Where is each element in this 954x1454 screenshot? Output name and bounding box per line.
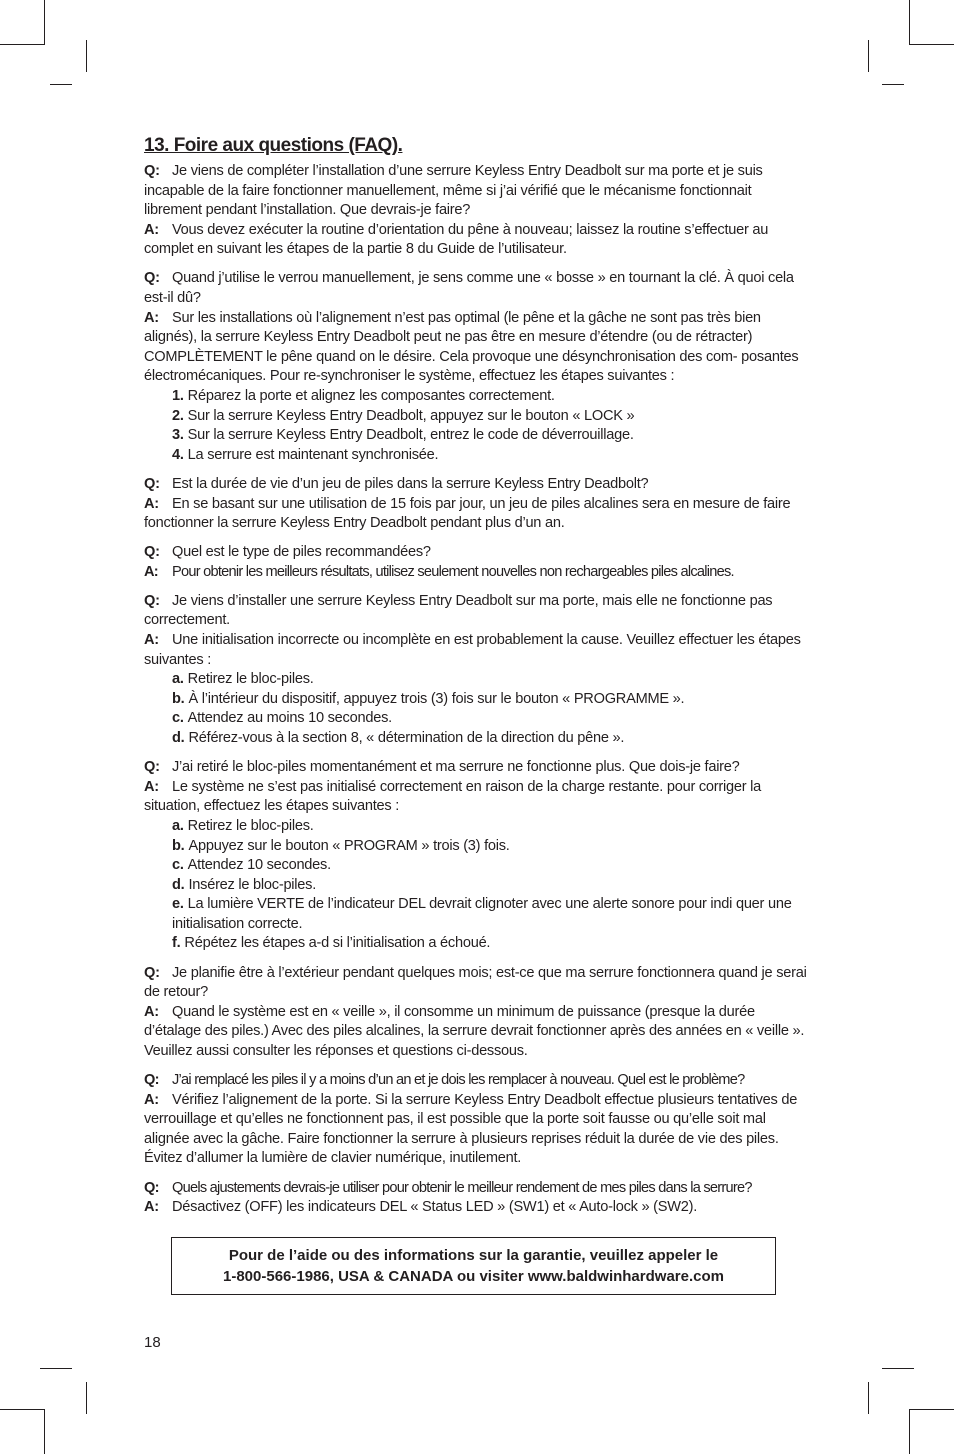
list-item (144, 895, 812, 934)
step-number: d. (172, 876, 185, 893)
step-text: Attendez au moins 10 secondes. (187, 710, 392, 727)
answer-text: Quand le système est en « veille », il consomme un minimum de puissance (presque la durée d’étalage des piles.) Avec des piles alcalines, la serrure devrait fonctionner après des années en « veille ». Veuillez aussi consulter les réponses et questions ci-dessous. (144, 1003, 805, 1059)
question-label: Q: (144, 475, 160, 492)
crop-mark (44, 0, 45, 45)
faq-item (144, 964, 812, 1062)
question-label: Q: (144, 592, 160, 609)
answer (144, 495, 812, 534)
question-text: Je viens de compléter l’installation d’une serrure Keyless Entry Deadbolt sur ma porte et je suis incapable de la faire fonctionner manuellement, même si j’ai vérifié que le mécanisme fonctionnait librement pendant l’installation. Que devrais-je faire? (144, 163, 763, 219)
question-label: Q: (144, 759, 160, 776)
step-number: f. (172, 935, 181, 952)
list-item (144, 729, 812, 749)
answer-label: A: (144, 1003, 159, 1020)
step-list (144, 817, 812, 954)
list-item (144, 426, 812, 446)
step-text: Réparez la porte et alignez les composantes correctement. (187, 388, 555, 405)
crop-mark (868, 40, 869, 72)
step-text: La serrure est maintenant synchronisée. (187, 446, 439, 463)
step-text: Attendez 10 secondes. (187, 857, 331, 874)
answer (144, 1091, 812, 1169)
faq-item (144, 162, 812, 260)
faq-item (144, 475, 812, 534)
step-number: 2. (172, 407, 184, 424)
list-item (144, 407, 812, 427)
crop-mark (882, 1368, 914, 1369)
faq-item (144, 758, 812, 954)
faq-section (144, 134, 812, 1227)
question (144, 1179, 812, 1199)
answer-text: Vérifiez l’alignement de la porte. Si la serrure Keyless Entry Deadbolt effectue plusieurs tentatives de verrouillage et qu’elles ne fonctionnent pas, il est possible que la porte soit fausse ou qu’elle soit mal alignée avec la gâche. Faire fonctionner la serrure à plusieurs reprises réduit la durée de vie des piles. Évitez d’allumer la lumière de clavier numérique, inutilement. (144, 1091, 798, 1167)
list-item (144, 670, 812, 690)
question-text: J’ai retiré le bloc-piles momentanément et ma serrure ne fonctionne plus. Que dois-je faire? (172, 759, 740, 776)
question (144, 964, 812, 1003)
step-text: Retirez le bloc-piles. (187, 671, 314, 688)
list-item (144, 817, 812, 837)
question-label: Q: (144, 270, 160, 287)
step-number: 3. (172, 427, 184, 444)
list-item (144, 837, 812, 857)
crop-mark (44, 1409, 45, 1454)
crop-mark (882, 84, 904, 85)
step-number: e. (172, 896, 184, 913)
section-title: 13. Foire aux questions (FAQ). (144, 135, 403, 156)
faq-item (144, 543, 812, 582)
answer-text: Sur les installations où l’alignement n’est pas optimal (le pêne et la gâche ne sont pas très bien alignés), la serrure Keyless Entry Deadbolt peut ne pas être en mesure d’étendre (ou de rétracter) COMPLÈTEMENT le pêne quand on le désire. Cela provoque une désynchronisation des com- posantes électromécaniques. Pour re-synchroniser le système, effectuez les étapes suivantes : (144, 309, 799, 385)
step-text: Référez-vous à la section 8, « détermination de la direction du pêne ». (188, 730, 625, 747)
answer (144, 563, 812, 583)
crop-mark (909, 1409, 954, 1410)
question (144, 543, 812, 563)
step-number: 4. (172, 446, 184, 463)
crop-mark (868, 1382, 869, 1414)
answer-text: Pour obtenir les meilleurs résultats, utilisez seulement nouvelles non rechargeables piles alcalines. (172, 563, 734, 580)
step-list (144, 670, 812, 748)
question-label: Q: (144, 1179, 159, 1196)
list-item (144, 934, 812, 954)
crop-mark (40, 1368, 72, 1369)
question (144, 269, 812, 308)
answer-label: A: (144, 1199, 159, 1216)
answer-text: Une initialisation incorrecte ou incomplète en est probablement la cause. Veuillez effectuer les étapes suivantes : (144, 632, 801, 668)
answer-label: A: (144, 632, 159, 649)
answer (144, 309, 812, 387)
step-number: c. (172, 857, 184, 874)
question (144, 1071, 812, 1091)
step-text: Sur la serrure Keyless Entry Deadbolt, entrez le code de déverrouillage. (187, 427, 634, 444)
step-number: b. (172, 837, 185, 854)
faq-item (144, 1179, 812, 1218)
list-item (144, 387, 812, 407)
question-label: Q: (144, 1072, 159, 1089)
question (144, 758, 812, 778)
answer-label: A: (144, 309, 159, 326)
answer-label: A: (144, 221, 159, 238)
crop-mark (0, 44, 45, 45)
list-item (144, 446, 812, 466)
step-text: Retirez le bloc-piles. (187, 817, 314, 834)
crop-mark (909, 1409, 910, 1454)
warranty-notice-box (171, 1237, 776, 1295)
step-number: 1. (172, 388, 184, 405)
step-number: a. (172, 817, 184, 834)
answer (144, 778, 812, 817)
step-number: d. (172, 730, 185, 747)
question-text: Quels ajustements devrais-je utiliser pour obtenir le meilleur rendement de mes piles dans la serrure? (172, 1179, 752, 1196)
answer-label: A: (144, 778, 159, 795)
answer (144, 221, 812, 260)
crop-mark (86, 40, 87, 72)
question-label: Q: (144, 544, 160, 561)
notice-line-1: Pour de l’aide ou des informations sur la garantie, veuillez appeler le (228, 1247, 719, 1264)
question-text: J’ai remplacé les piles il y a moins d’un an et je dois les remplacer à nouveau. Quel est le problème? (172, 1072, 745, 1089)
list-item (144, 690, 812, 710)
answer (144, 631, 812, 670)
step-list (144, 387, 812, 465)
answer-text: Le système ne s’est pas initialisé correctement en raison de la charge restante. pour corriger la situation, effectuez les étapes suivantes : (144, 778, 761, 815)
step-text: À l’intérieur du dispositif, appuyez trois (3) fois sur le bouton « PROGRAMME ». (188, 690, 685, 707)
crop-mark (0, 1409, 45, 1410)
crop-mark (50, 84, 72, 85)
answer-text: Désactivez (OFF) les indicateurs DEL « Status LED » (SW1) et « Auto-lock » (SW2). (172, 1199, 698, 1216)
question (144, 162, 812, 221)
faq-item (144, 592, 812, 749)
step-text: Insérez le bloc-piles. (188, 876, 317, 893)
question-text: Est la durée de vie d’un jeu de piles dans la serrure Keyless Entry Deadbolt? (172, 475, 649, 492)
faq-item (144, 1071, 812, 1169)
step-text: Appuyez sur le bouton « PROGRAM » trois (3) fois. (188, 837, 510, 854)
answer (144, 1198, 812, 1218)
question (144, 592, 812, 631)
answer-label: A: (144, 495, 159, 512)
question-text: Quand j’utilise le verrou manuellement, je sens comme une « bosse » en tournant la clé. À quoi cela est-il dû? (144, 270, 794, 307)
question (144, 475, 812, 495)
list-item (144, 709, 812, 729)
crop-mark (86, 1382, 87, 1414)
answer-text: En se basant sur une utilisation de 15 fois par jour, un jeu de piles alcalines sera en mesure de faire fonctionner la serrure Keyless Entry Deadbolt pendant plus d’un an. (144, 495, 791, 532)
page-number: 18 (144, 1334, 161, 1351)
step-text: Sur la serrure Keyless Entry Deadbolt, appuyez sur le bouton « LOCK » (187, 407, 635, 424)
question-text: Je viens d’installer une serrure Keyless Entry Deadbolt sur ma porte, mais elle ne fonctionne pas correctement. (144, 592, 773, 629)
crop-mark (909, 44, 954, 45)
step-text: Répétez les étapes a-d si l’initialisation a échoué. (184, 935, 491, 952)
question-label: Q: (144, 163, 160, 179)
faq-item (144, 269, 812, 465)
answer-label: A: (144, 563, 158, 580)
step-text: La lumière VERTE de l’indicateur DEL devrait clignoter avec une alerte sonore pour indi quer une initialisation correcte. (172, 896, 792, 932)
answer (144, 1003, 812, 1062)
list-item (144, 876, 812, 896)
step-number: c. (172, 710, 184, 727)
step-number: a. (172, 671, 184, 688)
list-item (144, 856, 812, 876)
question-text: Je planifie être à l’extérieur pendant quelques mois; est-ce que ma serrure fonctionnera quand je serai de retour? (144, 964, 807, 1001)
crop-mark (909, 0, 910, 45)
step-number: b. (172, 690, 185, 707)
answer-text: Vous devez exécuter la routine d’orientation du pêne à nouveau; laissez la routine s’effectuer au complet en suivant les étapes de la partie 8 du Guide de l’utilisateur. (144, 221, 769, 258)
notice-line-2: 1-800-566-1986, USA & CANADA ou visiter www.baldwinhardware.com (223, 1268, 724, 1285)
question-label: Q: (144, 964, 160, 981)
question-text: Quel est le type de piles recommandées? (172, 544, 431, 561)
answer-label: A: (144, 1091, 159, 1108)
